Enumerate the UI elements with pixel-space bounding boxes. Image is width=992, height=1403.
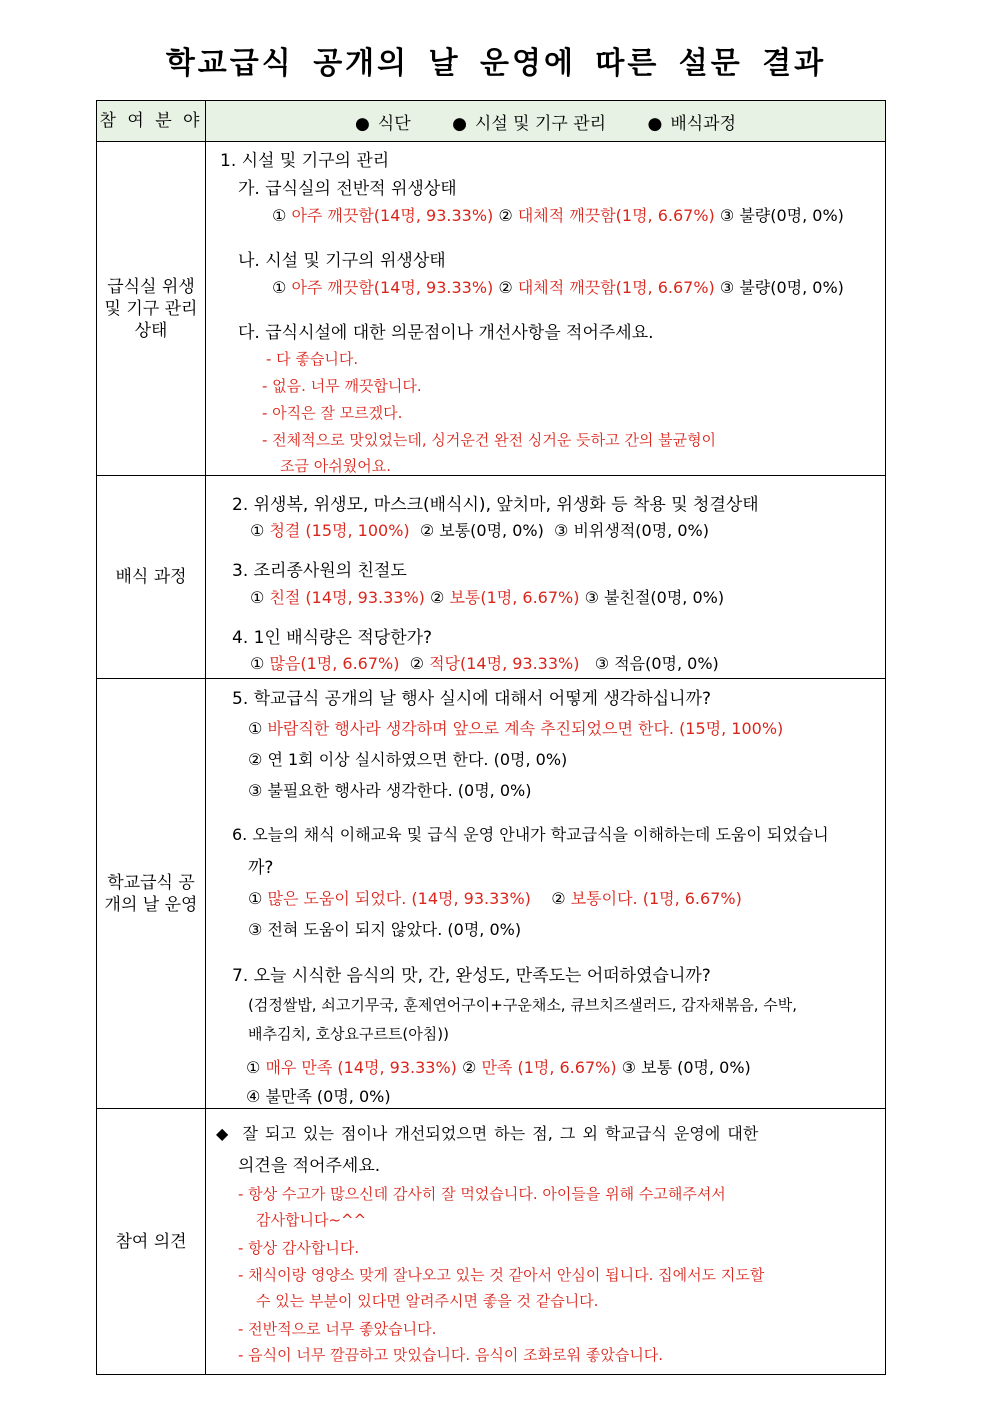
section-label: 참여 의견 [97,1109,206,1375]
answer-line: ① 많은 도움이 되었다. (14명, 93.33%) ② 보통이다. (1명, 6.67%) [248,889,742,908]
table-header-row [97,101,886,142]
answer-line: ① 청결 (15명, 100%) ② 보통(0명, 0%) ③ 비위생적(0명, 0%) [250,521,709,540]
comment-line: - 항상 수고가 많으신데 감사히 잘 먹었습니다. 아이들을 위해 수고해주셔서 [238,1185,726,1203]
comment-line: 조금 아쉬웠어요. [280,457,391,475]
question-text: 다. 급식시설에 대한 의문점이나 개선사항을 적어주세요. [238,323,654,343]
section-content [206,679,886,1109]
header-label: 참 여 분 야 [97,101,206,142]
bullet-icon: ● [647,113,663,134]
menu-line: 배추김치, 호상요구르트(아침)) [248,1025,449,1043]
section-label: 급식실 위생 및 기구 관리 상태 [97,142,206,476]
category-label: 식단 [377,113,411,134]
section-serving [97,476,886,679]
menu-line: (검정쌀밥, 쇠고기무국, 훈제연어구이+구운채소, 큐브치즈샐러드, 감자채볶음, 수박, [248,996,798,1014]
category-item [452,114,606,134]
category-label: 배식과정 [670,113,737,134]
section-open-day [97,679,886,1109]
bullet-icon: ● [354,113,370,134]
answer-line: ④ 불만족 (0명, 0%) [246,1087,391,1106]
comment-line: - 전반적으로 너무 좋았습니다. [238,1320,437,1338]
category-item [355,114,411,134]
diamond-icon: ◆ [216,1124,229,1143]
section-content [206,1109,886,1375]
answer-line: ② 연 1회 이상 실시하였으면 한다. (0명, 0%) [248,750,568,769]
question-text: 7. 오늘 시식한 음식의 맛, 간, 완성도, 만족도는 어떠하였습니까? [232,966,711,986]
answer-line: ① 아주 깨끗함(14명, 93.33%) ② 대체적 깨끗함(1명, 6.67%) ③ 불량(0명, 0%) [272,278,844,297]
comment-line: 수 있는 부분이 있다면 알려주시면 좋을 것 같습니다. [256,1292,599,1310]
category-item [647,114,736,134]
category-label: 시설 및 기구 관리 [474,113,607,134]
comment-line: 감사합니다~^^ [256,1211,367,1229]
question-text: 4. 1인 배식량은 적당한가? [232,628,433,648]
section-heading: 1. 시설 및 기구의 관리 [220,151,390,171]
section-content [206,476,886,679]
comment-line: - 아직은 잘 모르겠다. [262,404,403,422]
answer-line: ① 많음(1명, 6.67%) ② 적당(14명, 93.33%) ③ 적음(0명, 0%) [250,654,719,673]
section-label: 학교급식 공개의 날 운영 [97,679,206,1109]
comment-line: - 음식이 너무 깔끔하고 맛있습니다. 음식이 조화로워 좋았습니다. [238,1346,664,1364]
opinion-prompt-cont: 의견을 적어주세요. [238,1156,381,1176]
question-text: 가. 급식실의 전반적 위생상태 [238,179,457,199]
comment-line: - 없음. 너무 깨끗합니다. [262,377,422,395]
question-text: 5. 학교급식 공개의 날 행사 실시에 대해서 어떻게 생각하십니까? [232,689,712,709]
answer-line: ③ 전혀 도움이 되지 않았다. (0명, 0%) [248,920,522,939]
bullet-icon: ● [452,113,467,134]
question-text-cont: 까? [248,858,274,878]
question-text: 나. 시설 및 기구의 위생상태 [238,251,446,271]
survey-table [96,100,886,1375]
question-text: 6. 오늘의 채식 이해교육 및 급식 운영 안내가 학교급식을 이해하는데 도움이 되었습니 [232,825,829,844]
section-hygiene [97,142,886,476]
comment-line: - 다 좋습니다. [266,350,359,368]
opinion-prompt: ◆ 잘 되고 있는 점이나 개선되었으면 하는 점, 그 외 학교급식 운영에 대한 [216,1124,759,1143]
section-label: 배식 과정 [97,476,206,679]
answer-line: ① 매우 만족 (14명, 93.33%) ② 만족 (1명, 6.67%) ③ 보통 (0명, 0%) [246,1058,751,1077]
category-list [206,101,886,142]
section-opinions [97,1109,886,1375]
answer-line: ① 바람직한 행사라 생각하며 앞으로 계속 추진되었으면 한다. (15명, 100%) [248,719,784,738]
answer-line: ① 친절 (14명, 93.33%) ② 보통(1명, 6.67%) ③ 불친절(0명, 0%) [250,588,725,607]
comment-line: - 항상 감사합니다. [238,1239,360,1257]
answer-line: ③ 불필요한 행사라 생각한다. (0명, 0%) [248,781,532,800]
answer-line: ① 아주 깨끗함(14명, 93.33%) ② 대체적 깨끗함(1명, 6.67%) ③ 불량(0명, 0%) [272,206,844,225]
question-text: 2. 위생복, 위생모, 마스크(배식시), 앞치마, 위생화 등 착용 및 청결상태 [232,495,759,515]
question-text: 3. 조리종사원의 친절도 [232,561,407,581]
comment-line: - 채식이랑 영양소 맞게 잘나오고 있는 것 같아서 안심이 됩니다. 집에서도 지도할 [238,1266,765,1284]
section-content [206,142,886,476]
comment-line: - 전체적으로 맛있었는데, 싱거운건 완전 싱거운 듯하고 간의 불균형이 [262,431,717,449]
page-title: 학교급식 공개의 날 운영에 따른 설문 결과 [165,46,827,81]
